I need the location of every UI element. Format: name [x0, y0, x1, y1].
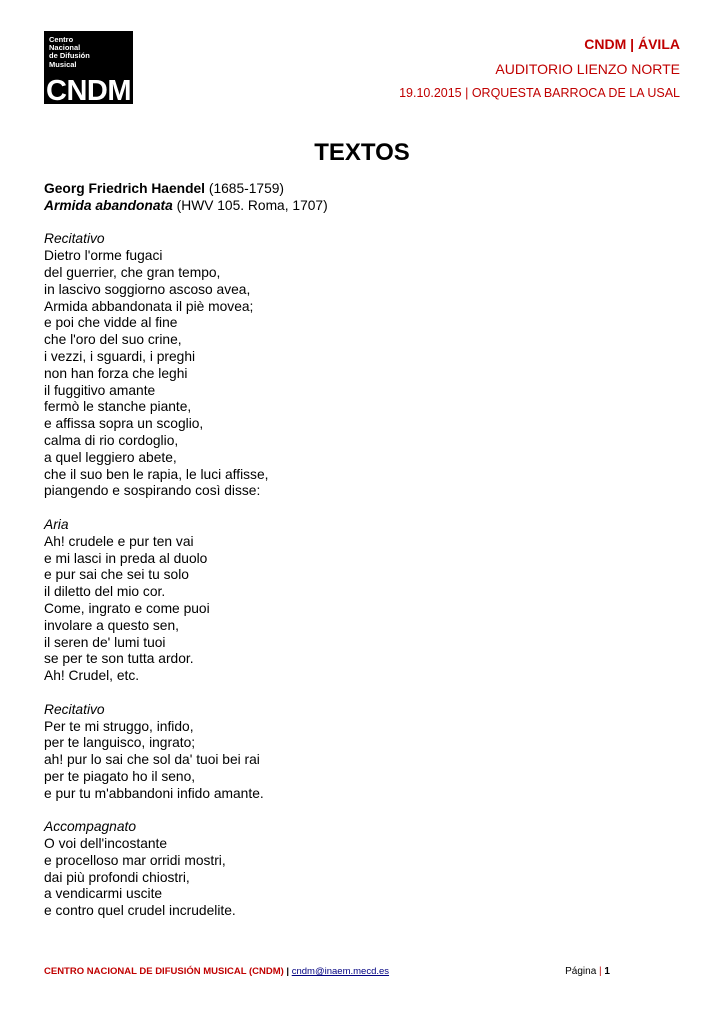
- composer-dates: (1685-1759): [205, 181, 285, 196]
- page-number: [565, 966, 610, 978]
- section-label: Recitativo: [44, 701, 105, 717]
- verse-line: Per te mi struggo, infido,: [44, 718, 194, 734]
- verse-line: e pur tu m'abbandoni infido amante.: [44, 785, 264, 801]
- logo-acronym: CNDM: [46, 75, 131, 107]
- section-label: Recitativo: [44, 231, 105, 247]
- section-label: Accompagnato: [44, 819, 137, 835]
- logo-line: Musical: [49, 59, 77, 69]
- verse-line: i vezzi, i sguardi, i preghi: [44, 348, 196, 364]
- work-title-line: [44, 198, 644, 215]
- verse-line: che il suo ben le rapia, le luci affisse,: [44, 466, 269, 482]
- verse-line: involare a questo sen,: [44, 617, 179, 633]
- cndm-logo: [44, 31, 133, 107]
- verse-line: Dietro l'orme fugaci: [44, 248, 163, 264]
- footer-left: [44, 966, 389, 978]
- piece-details: (HWV 105. Roma, 1707): [172, 197, 328, 213]
- spacer: [44, 215, 644, 232]
- composer-name: Georg Friedrich Haendel: [44, 181, 206, 196]
- page-number-value: 1: [601, 966, 610, 977]
- verse-line: se per te son tutta ardor.: [44, 651, 194, 667]
- verse-line: fermò le stanche piante,: [44, 399, 192, 415]
- verse-line: ah! pur lo sai che sol da' tuoi bei rai: [44, 752, 260, 768]
- verse-line: Armida abbandonata il piè movea;: [44, 298, 254, 314]
- work-composer-line: [44, 181, 644, 198]
- lyrics-body: [44, 181, 644, 920]
- header-venue-city: CNDM | ÁVILA: [584, 36, 680, 52]
- document-header: [399, 34, 680, 102]
- header-hall: AUDITORIO LIENZO NORTE: [495, 61, 680, 77]
- verse-line: Ah! crudele e pur ten vai: [44, 533, 194, 549]
- verse-line: e procelloso mar orridi mostri,: [44, 852, 226, 868]
- verse-line: e pur sai che sei tu solo: [44, 567, 189, 583]
- section-label: Aria: [44, 516, 69, 532]
- verse-line: O voi dell'incostante: [44, 836, 168, 852]
- logo-line: Nacional: [49, 43, 81, 53]
- header-date-program: 19.10.2015 | ORQUESTA BARROCA DE LA USAL: [399, 86, 680, 100]
- verse-line: Ah! Crudel, etc.: [44, 668, 140, 684]
- page-label: Página: [565, 966, 600, 977]
- page-separator: |: [599, 966, 602, 977]
- verse-line: e contro quel crudel incrudelite.: [44, 903, 236, 919]
- verse-line: a vendicarmi uscite: [44, 886, 163, 902]
- footer-separator: |: [283, 966, 292, 977]
- verse-line: per te languisco, ingrato;: [44, 735, 196, 751]
- logo-line: Centro: [49, 35, 74, 44]
- verse-line: non han forza che leghi: [44, 365, 188, 381]
- verse-line: dai più profondi chiostri,: [44, 869, 190, 885]
- verse-line: piangendo e sospirando così disse:: [44, 483, 261, 499]
- verse-line: in lascivo soggiorno ascoso avea,: [44, 281, 251, 297]
- verse-line: il diletto del mio cor.: [44, 584, 166, 600]
- piece-title: Armida abandonata: [44, 197, 173, 213]
- page-title: TEXTOS: [314, 139, 410, 166]
- footer-org: CENTRO NACIONAL DE DIFUSIÓN MUSICAL (CNDM): [44, 966, 284, 977]
- sections-container: [44, 231, 644, 920]
- verse-line: Come, ingrato e come puoi: [44, 600, 210, 616]
- verse-line: che l'oro del suo crine,: [44, 332, 182, 348]
- logo-wordmark-small: [49, 36, 90, 69]
- verse-line: e affissa sopra un scoglio,: [44, 416, 204, 432]
- verse-line: e mi lasci in preda al duolo: [44, 550, 208, 566]
- verse-line: calma di rio cordoglio,: [44, 432, 179, 448]
- verse-line: il seren de' lumi tuoi: [44, 634, 166, 650]
- verse-line: il fuggitivo amante: [44, 382, 156, 398]
- verse-line: per te piagato ho il seno,: [44, 768, 196, 784]
- verse-line: del guerrier, che gran tempo,: [44, 264, 221, 280]
- logo-line: de Difusión: [49, 51, 90, 61]
- spacer: [44, 685, 644, 702]
- footer-email-link[interactable]: cndm@inaem.mecd.es: [291, 966, 390, 977]
- spacer: [44, 500, 644, 517]
- verse-line: a quel leggiero abete,: [44, 449, 177, 465]
- spacer: [44, 802, 644, 819]
- verse-line: e poi che vidde al fine: [44, 315, 178, 331]
